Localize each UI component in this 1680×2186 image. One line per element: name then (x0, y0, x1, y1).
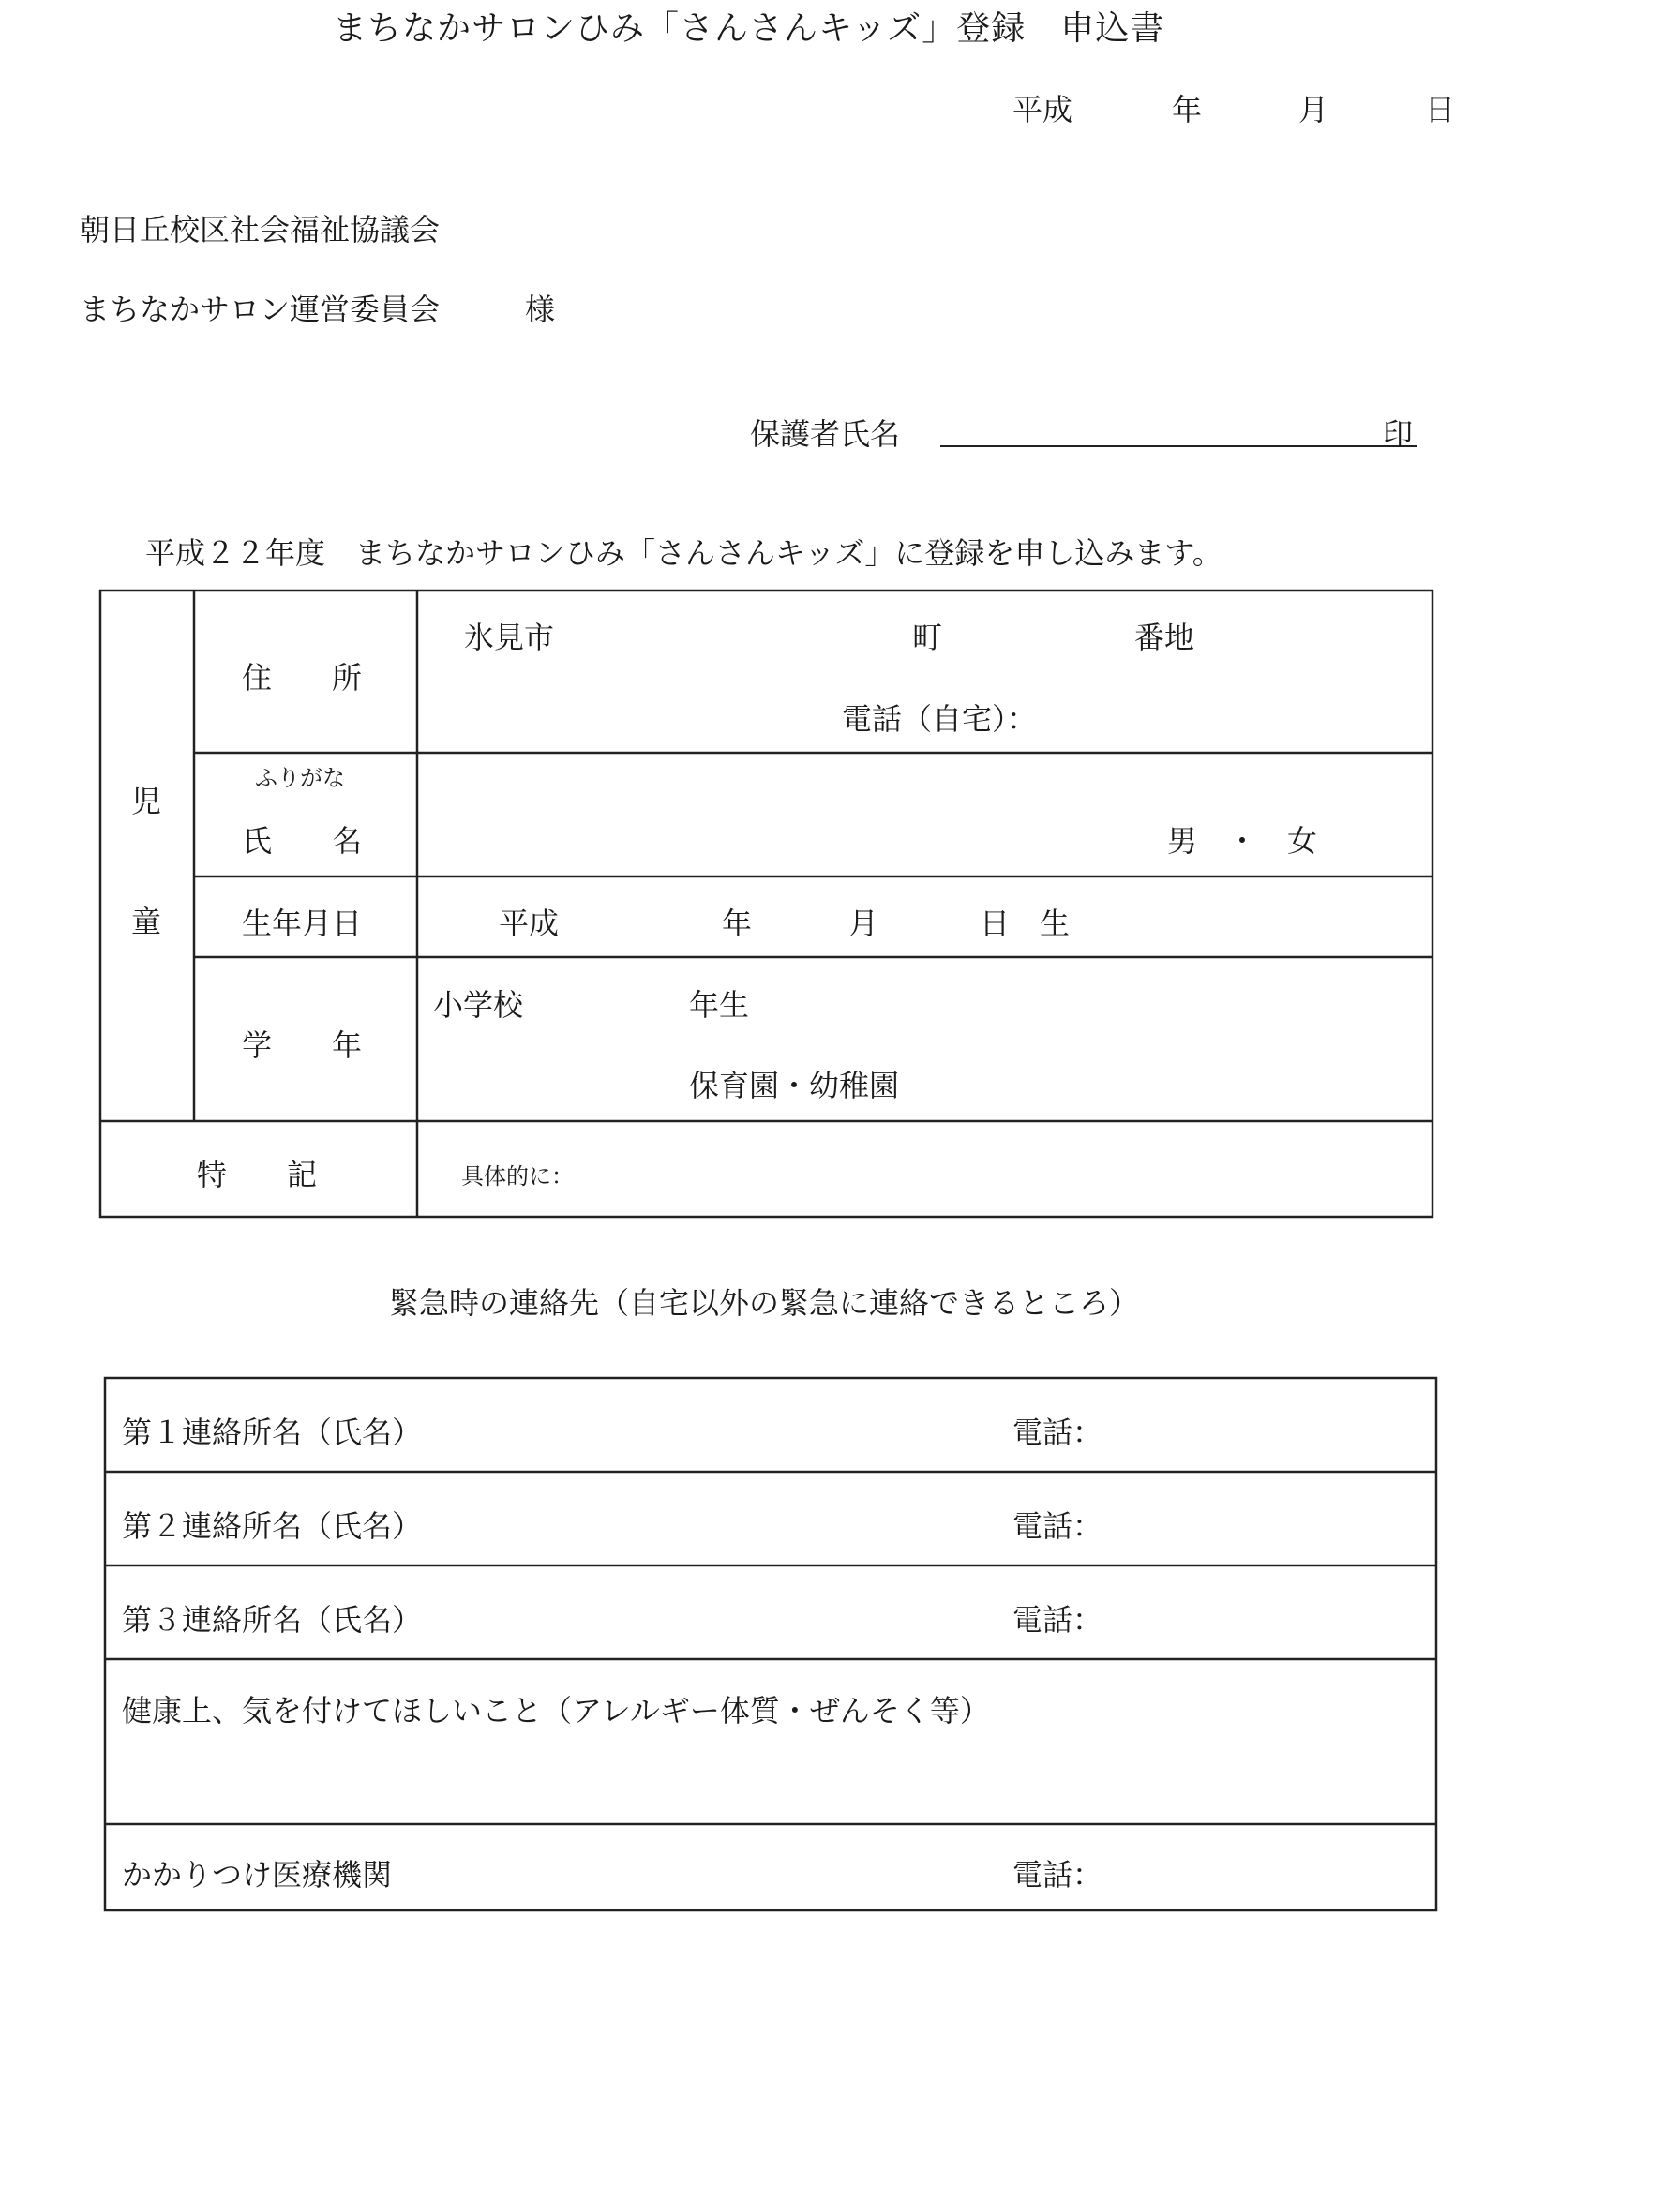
guardian-name-label: 保護者氏名 (750, 416, 901, 452)
health-notes-label: 健康上、気を付けてほしいこと（アレルギー体質・ぜんそく等） (122, 1693, 990, 1729)
address-city: 氷見市 (464, 620, 555, 655)
emergency-contact-1-label: 第１連絡所名（氏名） (122, 1415, 423, 1450)
emergency-table-border (105, 1378, 1436, 1910)
intro-statement: 平成２２年度 まちなかサロンひみ「さんさんキッズ」に登録を申し込みます。 (145, 535, 1222, 571)
emergency-heading: 緊急時の連絡先（自宅以外の緊急に連絡できるところ） (389, 1285, 1140, 1321)
grade-school: 小学校 (433, 987, 524, 1023)
child-name-label: 氏 名 (242, 823, 363, 859)
notes-label: 特 記 (197, 1157, 318, 1192)
birthday-day-label: 日 生 (980, 906, 1071, 941)
child-side-label-top: 児 (131, 784, 162, 819)
address-town: 町 (912, 620, 943, 655)
birthday-month-label: 月 (848, 906, 879, 941)
home-phone-label: 電話（自宅）： (842, 701, 1038, 737)
date-year-label: 年 (1172, 92, 1203, 127)
clinic-phone: 電話： (1012, 1857, 1103, 1893)
furigana-label: ふりがな (255, 765, 345, 791)
emergency-contact-3-label: 第３連絡所名（氏名） (122, 1602, 423, 1638)
emergency-contact-2-phone: 電話： (1012, 1508, 1103, 1544)
address-label: 住 所 (242, 660, 363, 696)
address-banchi: 番地 (1134, 620, 1195, 655)
addressee-line-1: 朝日丘校区社会福祉協議会 (80, 212, 441, 247)
birthday-label: 生年月日 (242, 906, 363, 941)
gender-choice[interactable]: 男 ・ 女 (1167, 823, 1318, 859)
grade-year-label: 年生 (689, 987, 750, 1023)
emergency-contact-2-label: 第２連絡所名（氏名） (122, 1508, 423, 1544)
birthday-era: 平成 (499, 906, 560, 941)
notes-specific-label: 具体的に： (461, 1163, 574, 1190)
date-era: 平成 (1012, 92, 1073, 127)
preschool-choice: 保育園・幼稚園 (689, 1068, 900, 1103)
grade-label: 学 年 (242, 1027, 363, 1063)
addressee-line-2: まちなかサロン運営委員会 (80, 292, 441, 327)
emergency-contact-1-phone: 電話： (1012, 1415, 1103, 1450)
seal-mark: 印 (1383, 416, 1414, 452)
birthday-year-label: 年 (722, 906, 753, 941)
clinic-label: かかりつけ医療機関 (122, 1857, 393, 1893)
form-title: まちなかサロンひみ「さんさんキッズ」登録 申込書 (333, 9, 1165, 48)
child-side-label-bottom: 童 (131, 904, 162, 939)
date-month-label: 月 (1298, 92, 1329, 127)
date-day-label: 日 (1425, 92, 1456, 127)
emergency-contact-3-phone: 電話： (1012, 1602, 1103, 1638)
addressee-honorific: 様 (525, 292, 556, 327)
